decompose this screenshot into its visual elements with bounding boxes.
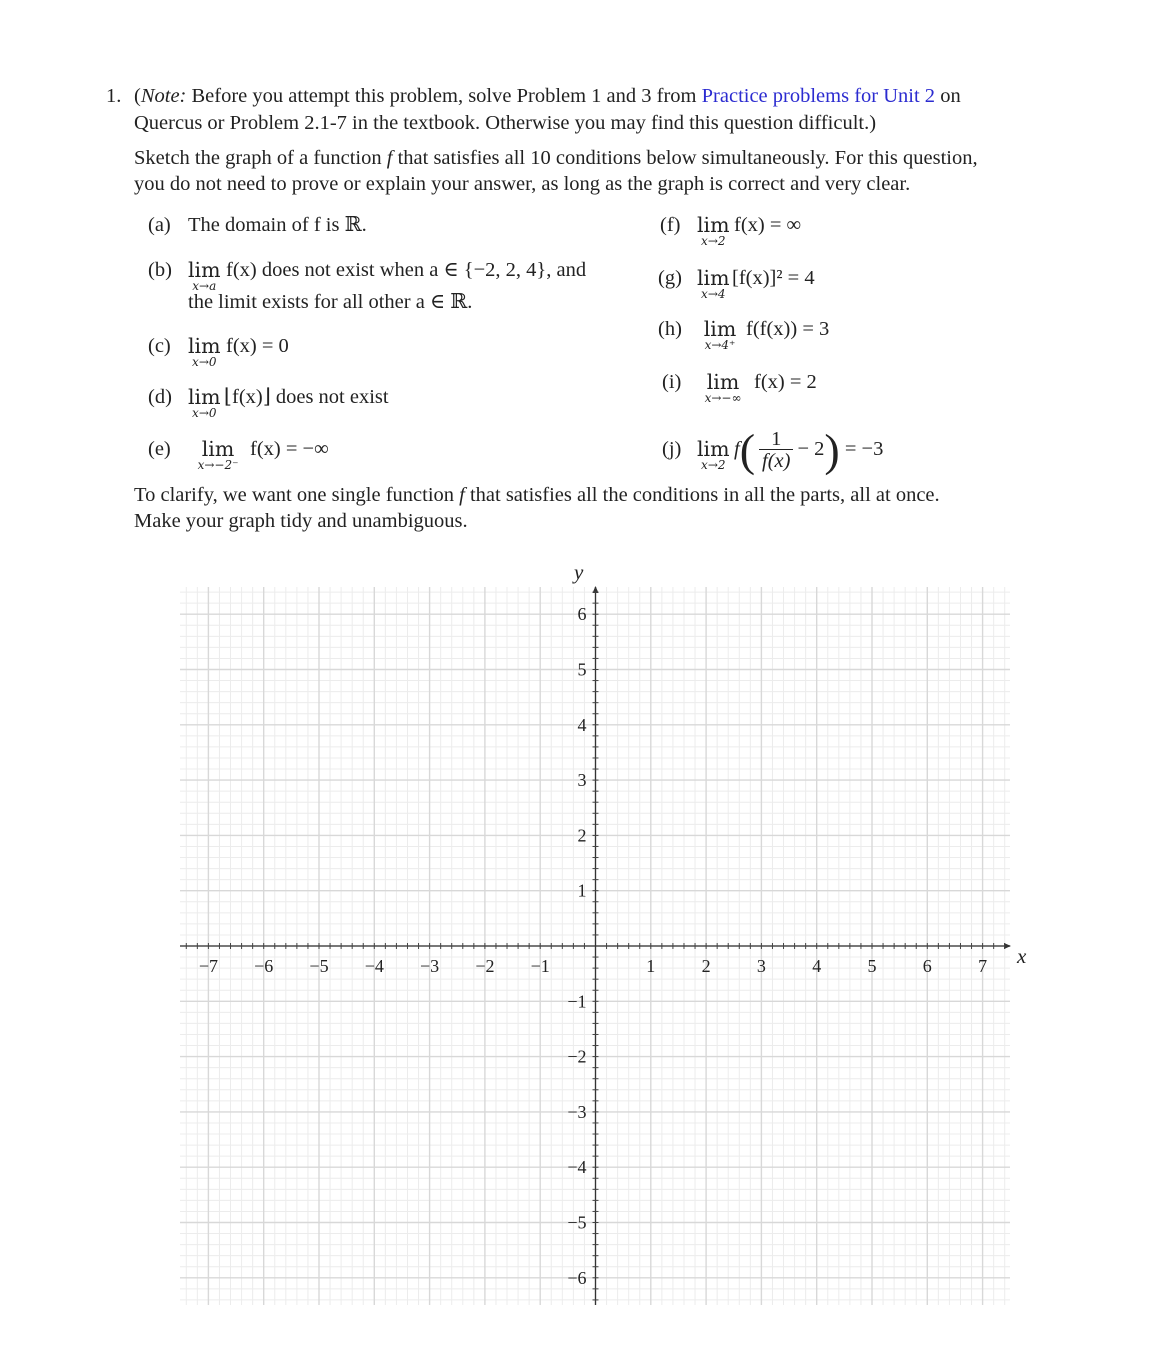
svg-text:−1: −1 <box>567 991 587 1012</box>
svg-text:−4: −4 <box>364 956 384 976</box>
lim-word: lim <box>697 266 730 290</box>
condition-i-label: (i) <box>662 371 682 393</box>
note-line-2: Quercus or Problem 2.1-7 in the textbook. Otherwise you may find this question difficult.) <box>134 112 877 134</box>
note-text-1: Before you attempt this problem, solve Problem 1 and 3 from <box>186 85 702 107</box>
fraction-denominator: f(x) <box>762 449 791 472</box>
svg-text:5: 5 <box>867 956 877 976</box>
x-axis-label: x <box>1017 944 1027 968</box>
condition-i-text: f(x) = 2 <box>754 371 817 393</box>
svg-text:−2: −2 <box>567 1046 587 1067</box>
fraction-numerator: 1 <box>759 429 793 450</box>
axes <box>180 586 1011 1305</box>
svg-text:−3: −3 <box>420 956 440 976</box>
intro-line-2: you do not need to prove or explain your answer, as long as the graph is correct and very clear. <box>134 173 911 195</box>
svg-text:4: 4 <box>812 956 822 976</box>
left-paren: ( <box>739 424 756 476</box>
svg-text:−5: −5 <box>567 1212 587 1233</box>
svg-text:−4: −4 <box>567 1157 587 1178</box>
lim-word: lim <box>188 334 221 358</box>
svg-text:5: 5 <box>577 659 587 680</box>
lim-word: lim <box>188 385 221 409</box>
j-rhs: = −3 <box>844 438 884 460</box>
svg-text:−3: −3 <box>567 1101 587 1122</box>
condition-d-text: ⌊f(x)⌋ does not exist <box>224 386 389 408</box>
intro-text-a: Sketch the graph of a function <box>134 147 387 169</box>
lim-subscript: x→−∞ <box>704 391 742 405</box>
svg-text:6: 6 <box>922 956 932 976</box>
svg-text:−2: −2 <box>475 956 495 976</box>
svg-text:−7: −7 <box>198 956 218 976</box>
svg-text:3: 3 <box>577 770 587 791</box>
clarify-line-2: Make your graph tidy and unambiguous. <box>134 510 468 532</box>
j-minus-two: − 2 <box>797 438 825 460</box>
svg-text:7: 7 <box>978 956 988 976</box>
lim-word: lim <box>703 317 737 341</box>
condition-c-label: (c) <box>148 335 171 357</box>
condition-c-text: f(x) = 0 <box>226 335 289 357</box>
condition-d-label: (d) <box>148 386 172 408</box>
clarify-f: f <box>459 484 465 506</box>
note-text-2: on <box>935 85 961 107</box>
lim-subscript: x→0 <box>192 355 217 369</box>
lim-word: lim <box>706 370 740 394</box>
lim-subscript: x→−2⁻ <box>197 458 239 472</box>
lim-subscript: x→0 <box>192 406 217 420</box>
j-outer-f: f <box>734 438 740 460</box>
svg-text:−1: −1 <box>530 956 550 976</box>
note-open: ( <box>134 85 141 107</box>
lim-subscript: x→2 <box>701 234 726 248</box>
condition-b-text: f(x) does not exist when a ∈ {−2, 2, 4}, and <box>226 259 587 281</box>
practice-problems-link[interactable]: Practice problems for Unit 2 <box>701 85 936 107</box>
lim-word: lim <box>697 213 730 237</box>
svg-text:2: 2 <box>701 956 711 976</box>
condition-e-text: f(x) = −∞ <box>250 438 329 460</box>
condition-g-label: (g) <box>658 267 682 289</box>
svg-text:1: 1 <box>646 956 656 976</box>
condition-a-text: The domain of f is ℝ. <box>188 214 367 236</box>
problem-number: 1. <box>106 85 122 107</box>
condition-a-label: (a) <box>148 214 171 236</box>
condition-g-text: [f(x)]² = 4 <box>732 267 815 289</box>
lim-subscript: x→2 <box>701 458 726 472</box>
svg-text:6: 6 <box>577 604 587 625</box>
note-label: Note: <box>140 85 187 107</box>
condition-j-label: (j) <box>662 438 682 460</box>
svg-text:4: 4 <box>577 714 587 735</box>
right-paren: ) <box>824 424 840 476</box>
lim-word: lim <box>201 437 235 461</box>
svg-text:−6: −6 <box>254 956 274 976</box>
y-axis-label: y <box>574 560 584 584</box>
svg-text:2: 2 <box>577 825 587 846</box>
lim-word: lim <box>697 437 730 461</box>
svg-text:−6: −6 <box>567 1267 587 1288</box>
intro-text-b: that satisfies all 10 conditions below simultaneously. For this question, <box>392 147 978 169</box>
clarify-text-b: that satisfies all the conditions in all the parts, all at once. <box>464 484 940 506</box>
svg-text:−5: −5 <box>309 956 329 976</box>
lim-subscript: x→4⁺ <box>704 338 736 352</box>
lim-subscript: x→a <box>192 279 217 293</box>
condition-h-label: (h) <box>658 318 682 340</box>
lim-word: lim <box>188 258 221 282</box>
svg-text:3: 3 <box>756 956 766 976</box>
svg-text:1: 1 <box>577 880 587 901</box>
condition-b-label: (b) <box>148 259 172 281</box>
clarify-text-a: To clarify, we want one single function <box>134 484 460 506</box>
intro-f: f <box>386 147 393 169</box>
condition-e-label: (e) <box>148 438 171 460</box>
condition-h-text: f(f(x)) = 3 <box>746 318 830 340</box>
condition-b-text-2: the limit exists for all other a ∈ ℝ. <box>188 291 473 313</box>
condition-f-text: f(x) = ∞ <box>734 214 802 236</box>
lim-subscript: x→4 <box>701 287 726 301</box>
condition-f-label: (f) <box>660 214 681 236</box>
